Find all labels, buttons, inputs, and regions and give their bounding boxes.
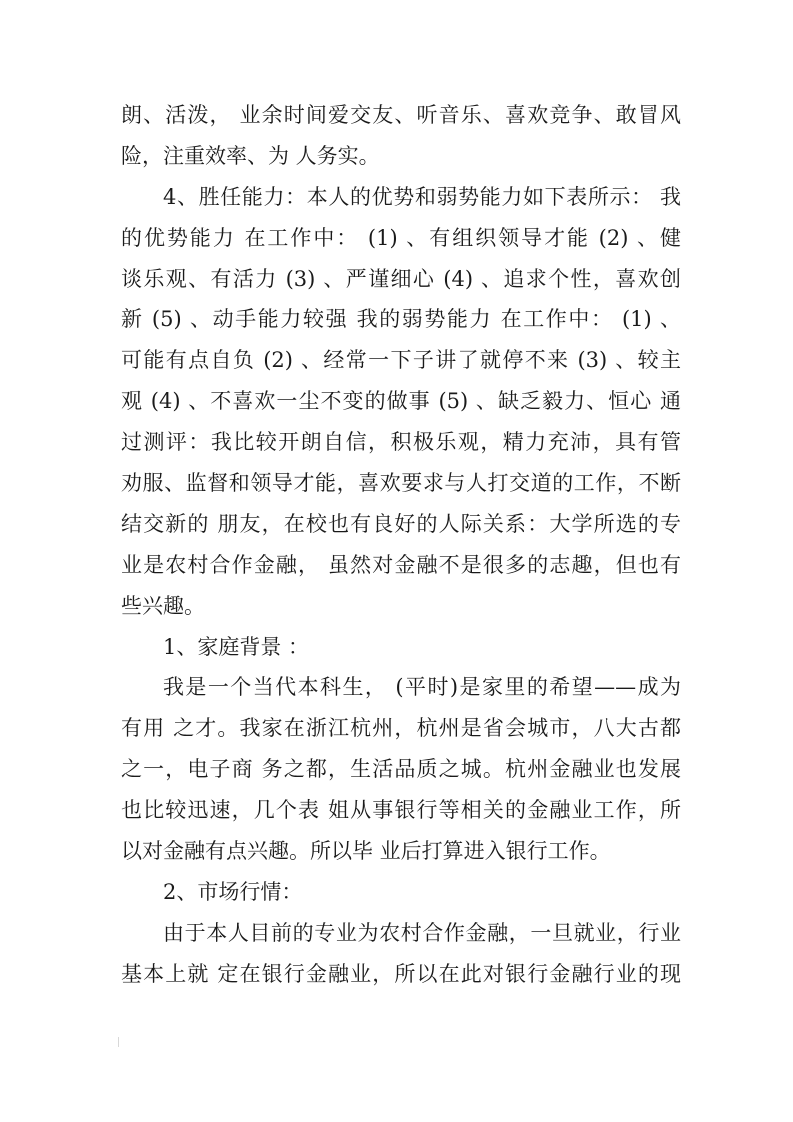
text-line: 有用 之才。我家在浙江杭州，杭州是省会城市，八大古都 [121, 716, 681, 741]
text-line: 4、胜任能力：本人的优势和弱势能力如下表所示： 我 [163, 184, 681, 209]
section-heading: 2、市场行情： [163, 879, 303, 904]
text-line: 险，注重效率、为 人务实。 [121, 143, 380, 168]
text-line: 可能有点自负 (2) 、经常一下子讲了就停不来 (3) 、较主 [121, 348, 681, 373]
document-body [121, 95, 681, 995]
text-line: 些兴趣。 [121, 593, 205, 618]
text-line: 新 (5) 、动手能力较强 我的弱势能力 在工作中： (1) 、 [121, 307, 681, 332]
text-line: 劝服、监督和领导才能，喜欢要求与人打交道的工作，不断 [121, 471, 681, 496]
text-line: 结交新的 朋友，在校也有良好的人际关系：大学所选的专 [121, 511, 681, 536]
text-line: 由于本人目前的专业为农村合作金融，一旦就业，行业 [163, 920, 681, 945]
text-line: 以对金融有点兴趣。所以毕 业后打算进入银行工作。 [121, 839, 611, 864]
text-line: 基本上就 定在银行金融业，所以在此对银行金融行业的现 [121, 961, 681, 986]
scan-mark [118, 1037, 119, 1047]
text-line: 谈乐观、有活力 (3) 、严谨细心 (4) 、追求个性，喜欢创 [121, 266, 681, 291]
text-line: 业是农村合作金融， 虽然对金融不是很多的志趣，但也有 [121, 552, 681, 577]
text-line: 我是一个当代本科生， (平时)是家里的希望——成为 [163, 675, 681, 700]
text-line: 观 (4) 、不喜欢一尘不变的做事 (5) 、缺乏毅力、恒心 通 [121, 389, 681, 414]
text-line: 的优势能力 在工作中： (1) 、有组织领导才能 (2) 、健 [121, 225, 681, 250]
text-line: 过测评：我比较开朗自信，积极乐观，精力充沛，具有管 [121, 430, 681, 455]
text-line: 也比较迅速，几个表 姐从事银行等相关的金融业工作，所 [121, 798, 681, 823]
section-heading: 1、家庭背景 ： [163, 634, 310, 659]
text-line: 朗、活泼， 业余时间爱交友、听音乐、喜欢竞争、敢冒风 [121, 103, 681, 127]
text-line: 之一，电子商 务之都，生活品质之城。杭州金融业也发展 [121, 757, 681, 782]
